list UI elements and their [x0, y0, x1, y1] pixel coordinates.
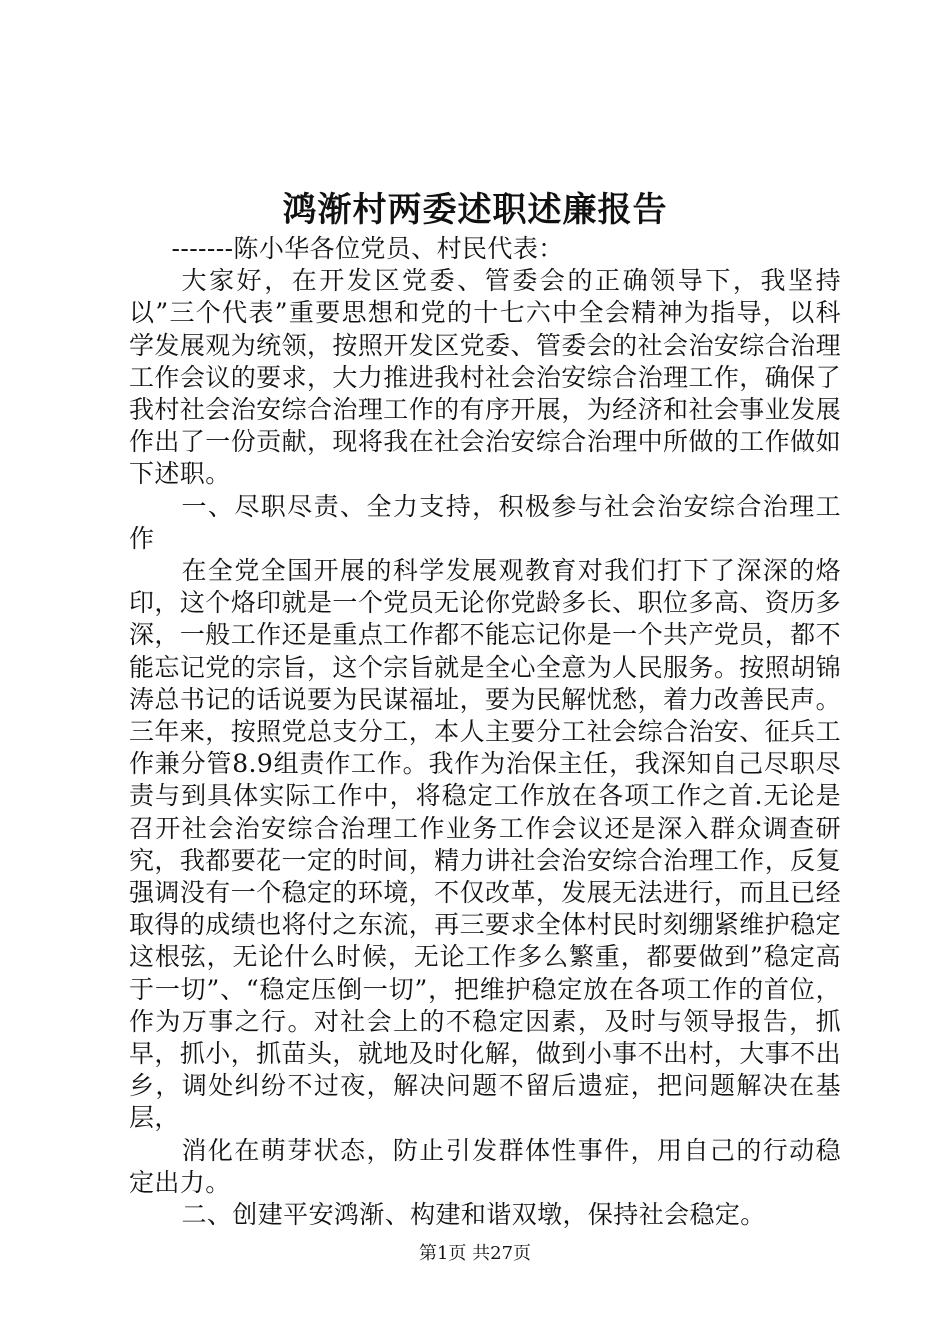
salutation-paragraph: -------陈小华各位党员、村民代表： — [171, 234, 564, 263]
body-paragraph-continued: 消化在萌芽状态，防止引发群体性事件，用自己的行动稳定出力。 — [129, 1135, 841, 1197]
section-heading-2: 二、创建平安鸿渐、构建和谐双墩，保持社会稳定。 — [181, 1200, 766, 1230]
intro-paragraph: 大家好，在开发区党委、管委会的正确领导下，我坚持以”三个代表”重要思想和党的十七六中全会精神为指导，以科学发展观为统领，按照开发区党委、管委会的社会治安综合治理工作会议的要求，大力推进我村社会治安综合治理工作，确保了我村社会治安综合治理工作的有序开展，为经济和社会事业发展作出了一份贡献，现将我在社会治安综合治理中所做的工作做如下述职。 — [129, 266, 841, 489]
page-number-footer: 第1页 共27页 — [418, 1243, 532, 1264]
document-title: 鸿渐村两委述职述廉报告 — [282, 190, 668, 230]
body-paragraph: 在全党全国开展的科学发展观教育对我们打下了深深的烙印，这个烙印就是一个党员无论你党龄多长、职位多高、资历多深，一般工作还是重点工作都不能忘记你是一个共产党员，都不能忘记党的宗旨，这个宗旨就是全心全意为人民服务。按照胡锦涛总书记的话说要为民谋福址，要为民解忧愁，着力改善民声。三年来，按照党总支分工，本人主要分工社会综合治安、征兵工作兼分管8.9组责作工作。我作为治保主任，我深知自己尽职尽责与到具体实际工作中，将稳定工作放在各项工作之首.无论是召开社会治安综合治理工作业务工作会议还是深入群众调查研究，我都要花一定的时间，精力讲社会治安综合治理工作，反复强调没有一个稳定的环境，不仅改革，发展无法进行，而且已经取得的成绩也将付之东流，再三要求全体村民时刻绷紧维护稳定这根弦，无论什么时候，无论工作多么繁重，都要做到”稳定高于一切”、“稳定压倒一切”，把维护稳定放在各项工作的首位，作为万事之行。对社会上的不稳定因素，及时与领导报告，抓早，抓小，抓苗头，就地及时化解，做到小事不出村，大事不出乡，调处纠纷不过夜，解决问题不留后遗症，把问题解决在基层， — [129, 556, 841, 1133]
section-heading-1: 一、尽职尽责、全力支持，积极参与社会治安综合治理工作 — [129, 491, 841, 553]
document-body — [129, 233, 841, 1231]
